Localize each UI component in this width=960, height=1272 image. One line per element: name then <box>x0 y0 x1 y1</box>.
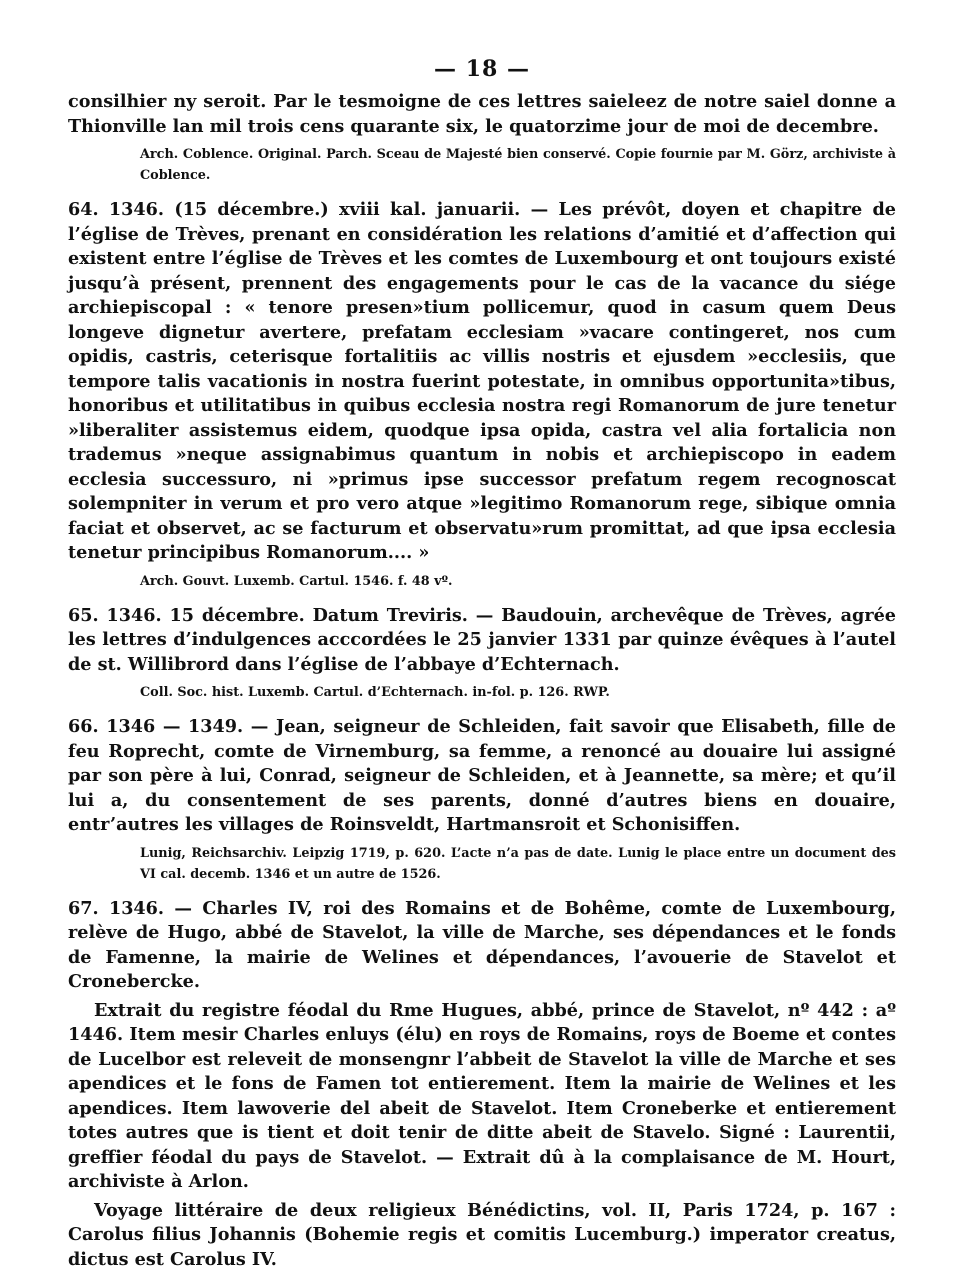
entry-67 <box>68 897 896 1272</box>
entry-paragraph: 66. 1346 — 1349. — Jean, seigneur de Schleiden, fait savoir que Elisabeth, fille de feu Roprecht, comte de Virnemburg, sa femme, a renoncé au douaire lui assigné par son père à lui, Conrad, seigneur de Schleiden, et à Jeannette, sa mère; et qu’il lui a, du consentement de ses parents, donné d’autres biens en douaire, entr’autres les villages de Roinsveldt, Hartmansroit et Schonisiffen. <box>68 715 896 838</box>
entry-65 <box>68 604 896 704</box>
voyage-citation-paragraph: Voyage littéraire de deux religieux Bénédictins, vol. II, Paris 1724, p. 167 : Carolus filius Johannis (Bohemie regis et comitis Lucemburg.) imperator creatus, dictus est Carolus IV. <box>68 1199 896 1272</box>
continuation-paragraph: consilhier ny seroit. Par le tesmoigne de ces lettres saieleez de notre saiel donne a Thionville lan mil trois cens quarante six, le quatorzime jour de moi de decembre. <box>68 90 896 139</box>
entry-66 <box>68 715 896 885</box>
source-note: Coll. Soc. hist. Luxemb. Cartul. d’Echternach. in-fol. p. 126. RWP. <box>68 682 896 703</box>
entry-paragraph: 64. 1346. (15 décembre.) xviii kal. januarii. — Les prévôt, doyen et chapitre de l’église de Trèves, prenant en considération les relations d’amitié et d’affection qui existent entre l’église de Trèves et les comtes de Luxembourg et ont toujours existé jusqu’à présent, prennent des engagements pour le cas de la vacance du siége archiepiscopal : « tenore presen»tium pollicemur, quod in casum quem Deus longeve dignetur avertere, prefatam ecclesiam »vacare contingeret, nos cum opidis, castris, ceterisque fortalitiis ac villis nostris et ejusdem »ecclesiis, que tempore talis vacationis in nostra fuerint potestate, in omnibus opportunita»tibus, honoribus et utilitatibus in quibus ecclesia nostra regi Romanorum de jure tenetur »liberaliter assistemus eidem, quodque ipsa opida, castra vel alia fortalicia non trademus »neque assignabimus quantum in nobis et archiepiscopo in eadem ecclesia successuro, ni »primus ipse successor prefatum regem recognoscat solempniter in verum et pro vero atque »legitimo Romanorum rege, sibique omnia faciat et observet, ac se facturum et observatu»rum promittat, ad que ipsa ecclesia tenetur principibus Romanorum.... » <box>68 198 896 566</box>
source-note: Lunig, Reichsarchiv. Leipzig 1719, p. 620. L’acte n’a pas de date. Lunig le place entre un document des VI cal. decemb. 1346 et un autre de 1526. <box>68 843 896 885</box>
entry-paragraph: 65. 1346. 15 décembre. Datum Treviris. — Baudouin, archevêque de Trèves, agrée les lettres d’indulgences acccordées le 25 janvier 1331 par quinze évêques à l’autel de st. Willibrord dans l’église de l’abbaye d’Echternach. <box>68 604 896 678</box>
entry-64 <box>68 198 896 592</box>
entry-paragraph: 67. 1346. — Charles IV, roi des Romains et de Bohême, comte de Luxembourg, relève de Hugo, abbé de Stavelot, la ville de Marche, ses dépendances et le fonds de Famenne, la mairie de Welines et dépendances, l’avouerie de Stavelot et Cronebercke. <box>68 897 896 995</box>
page-number: — 18 — <box>68 56 896 82</box>
source-note: Arch. Coblence. Original. Parch. Sceau de Majesté bien conservé. Copie fournie par M. Görz, archiviste à Coblence. <box>68 144 896 186</box>
register-extract-paragraph: Extrait du registre féodal du Rme Hugues, abbé, prince de Stavelot, nº 442 : aº 1446. Item mesir Charles enluys (élu) en roys de Romains, roys de Boeme et contes de Lucelbor est releveit de monsengnr l’abbeit de Stavelot la ville de Marche et ses apendices et le fons de Famen tot entierement. Item la mairie de Welines et les apendices. Item lawoverie del abeit de Stavelot. Item Croneberke et entierement totes autres que is tient et doit tenir de ditte abeit de Stavelo. Signé : Laurentii, greffier féodal du pays de Stavelot. — Extrait dû à la complaisance de M. Hourt, archiviste à Arlon. <box>68 999 896 1195</box>
continuation-block <box>68 90 896 186</box>
source-note: Arch. Gouvt. Luxemb. Cartul. 1546. f. 48 vº. <box>68 571 896 592</box>
